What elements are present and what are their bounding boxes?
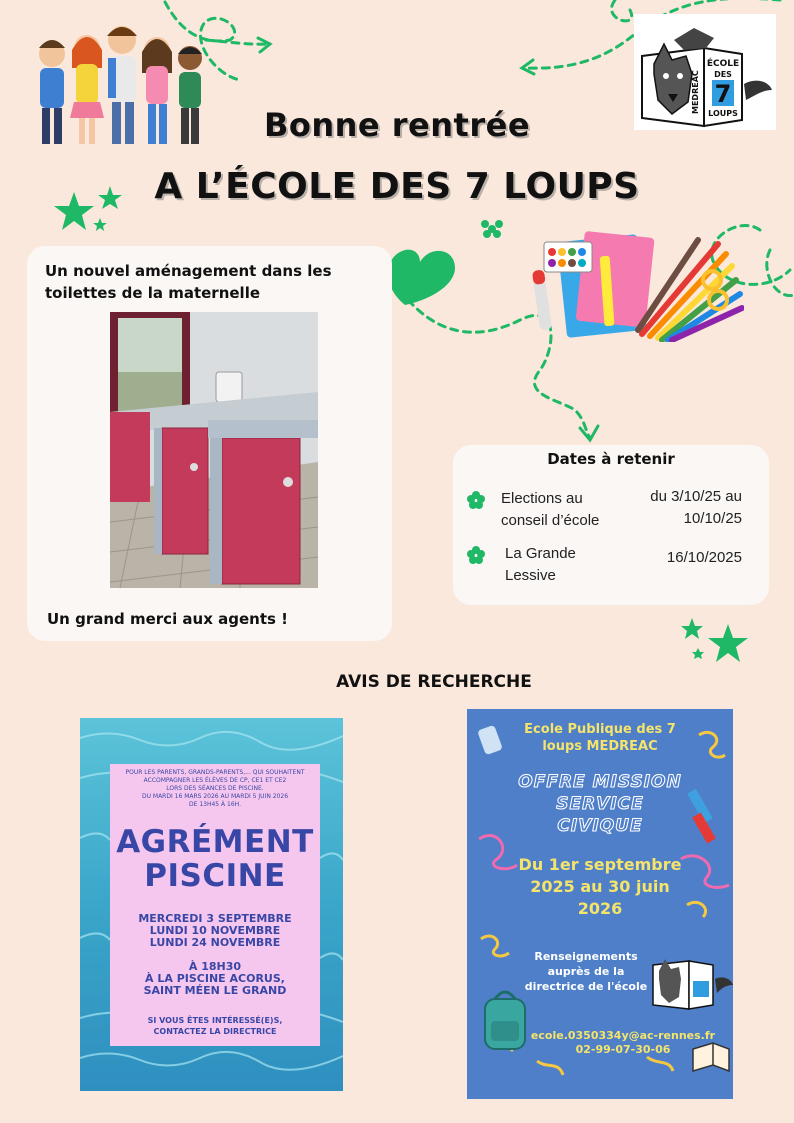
civique-info-line: directrice de l'école xyxy=(524,980,648,993)
service-civique-poster xyxy=(467,709,733,1099)
civique-school-line: Ecole Publique des 7 xyxy=(524,722,676,737)
piscine-intro-line: DE 13H45 À 16H. xyxy=(189,801,241,808)
thanks-text: Un grand merci aux agents ! xyxy=(47,610,289,628)
piscine-place-line: À LA PISCINE ACORUS, xyxy=(145,972,285,985)
school-logo-small xyxy=(653,959,733,1009)
piscine-place-line: SAINT MÉEN LE GRAND xyxy=(143,984,287,997)
civique-offer-line: SERVICE xyxy=(556,794,644,814)
piscine-intro-line: ACCOMPAGNER LES ÉLÈVES DE CP, CE1 ET CE2 xyxy=(143,777,287,784)
piscine-intro xyxy=(110,764,320,809)
piscine-title xyxy=(110,825,320,893)
piscine-intro-line: POUR LES PARENTS, GRANDS-PARENTS,... QUI SOUHAITENT xyxy=(125,769,305,776)
event-name-line: La Grande xyxy=(505,545,576,562)
civique-period-line: Du 1er septembre xyxy=(518,855,682,874)
civique-info xyxy=(511,949,661,994)
piscine-contact xyxy=(110,1015,320,1037)
civique-school-line: loups MEDREAC xyxy=(542,739,658,754)
page-title: Bonne rentrée xyxy=(263,106,531,144)
civique-offer-line: CIVIQUE xyxy=(557,816,643,836)
civique-period-line: 2026 xyxy=(577,899,623,918)
event-date xyxy=(620,547,742,569)
civique-info-line: auprès de la xyxy=(547,965,625,978)
piscine-contact-line: CONTACTEZ LA DIRECTRICE xyxy=(153,1027,277,1036)
art-supplies-illustration xyxy=(522,230,744,342)
dates-card-title: Dates à retenir xyxy=(547,450,675,468)
civique-period-line: 2025 au 30 juin xyxy=(530,877,670,896)
piscine-contact-line: SI VOUS ÊTES INTÉRESSÉ(E)S, xyxy=(147,1016,283,1025)
civique-email: ecole.0350334y@ac-rennes.fr xyxy=(530,1029,716,1042)
piscine-date-line: LUNDI 10 NOVEMBRE xyxy=(149,924,281,937)
piscine-title-line: AGRÉMENT xyxy=(116,824,314,860)
logo-side-text: MEDREAC xyxy=(691,70,700,114)
logo-text-des: DES xyxy=(714,70,732,79)
civique-phone: 02-99-07-30-06 xyxy=(575,1043,671,1056)
logo-text-ecole: ÉCOLE xyxy=(706,59,740,69)
event-date xyxy=(620,486,742,530)
civique-school xyxy=(467,721,733,755)
section-heading: AVIS DE RECHERCHE xyxy=(336,672,532,692)
civique-info-line: Renseignements xyxy=(534,950,638,963)
piscine-date-line: MERCREDI 3 SEPTEMBRE xyxy=(138,912,292,925)
piscine-place xyxy=(110,961,320,997)
flower-bullet-icon xyxy=(466,545,486,565)
piscine-info-box xyxy=(110,764,320,1046)
civique-offer-line: OFFRE MISSION xyxy=(518,772,682,792)
piscine-intro-line: DU MARDI 16 MARS 2026 AU MARDI 5 JUIN 2026 xyxy=(141,793,289,800)
event-name-line: conseil d’école xyxy=(501,512,600,529)
event-date-line: 16/10/2025 xyxy=(666,549,742,566)
backpack-icon xyxy=(485,992,525,1049)
piscine-intro-line: LORS DES SÉANCES DE PISCINE. xyxy=(166,785,264,792)
toilets-photo xyxy=(110,312,318,588)
piscine-dates xyxy=(110,913,320,949)
news-card-title: Un nouvel aménagement dans les toilettes de la maternelle xyxy=(45,262,332,302)
event-date-line: 10/10/25 xyxy=(683,510,742,527)
piscine-place-line: À 18H30 xyxy=(188,960,242,973)
piscine-date-line: LUNDI 24 NOVEMBRE xyxy=(149,936,281,949)
piscine-title-line: PISCINE xyxy=(144,858,286,894)
flower-bullet-icon xyxy=(466,490,486,510)
event-name xyxy=(501,488,631,532)
event-date-line: du 3/10/25 au xyxy=(650,488,742,505)
page-subtitle: A L’ÉCOLE DES 7 LOUPS xyxy=(154,166,640,207)
logo-text-loups: LOUPS xyxy=(708,109,738,118)
event-name-line: Elections au xyxy=(501,490,583,507)
event-name xyxy=(505,543,625,587)
event-name-line: Lessive xyxy=(505,567,556,584)
civique-offer xyxy=(467,771,733,837)
civique-period xyxy=(467,854,733,920)
logo-text-seven: 7 xyxy=(714,80,732,108)
